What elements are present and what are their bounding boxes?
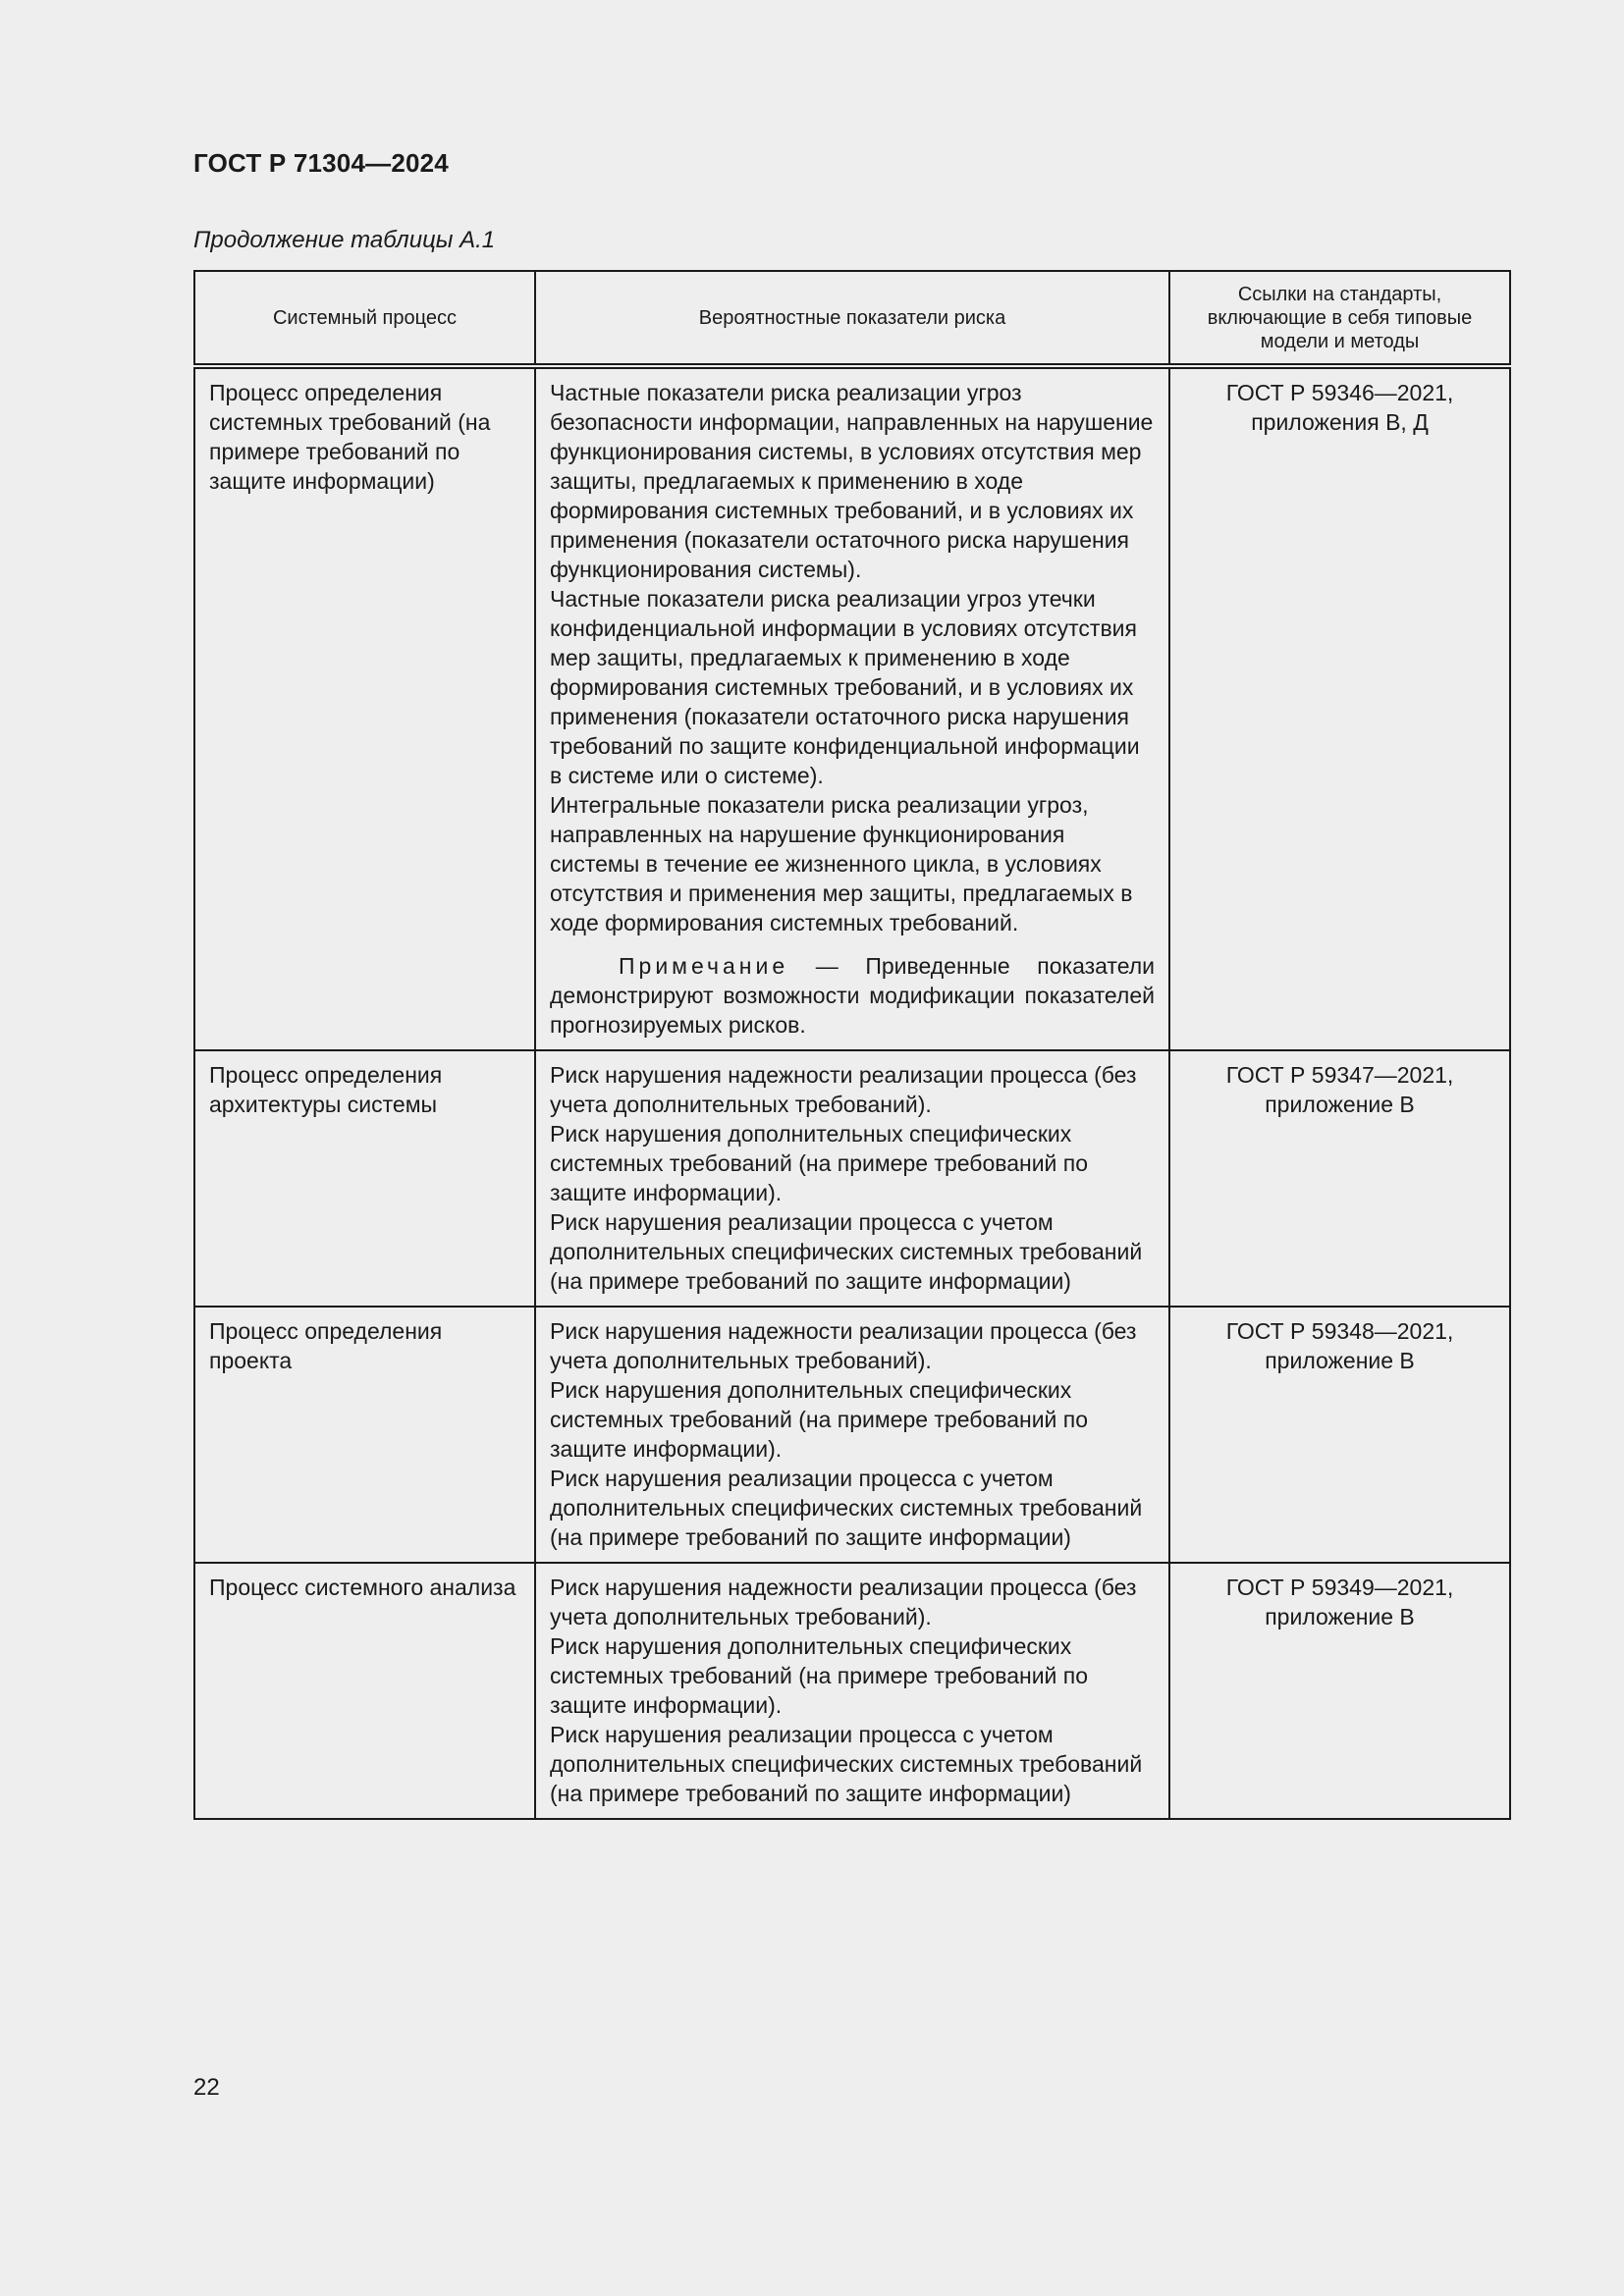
- reference-cell: ГОСТ Р 59349—2021, приложение В: [1169, 1563, 1510, 1819]
- indicator-text: Риск нарушения дополнительных специфических системных требований (на примере требований по защите информации).: [550, 1121, 1089, 1205]
- table-row: [194, 1050, 1510, 1307]
- process-cell: Процесс определения архитектуры системы: [194, 1050, 535, 1307]
- table-row: [194, 366, 1510, 1050]
- column-header-references: Ссылки на стандарты, включающие в себя типовые модели и методы: [1169, 271, 1510, 366]
- process-cell: Процесс системного анализа: [194, 1563, 535, 1819]
- process-cell: Процесс определения проекта: [194, 1307, 535, 1563]
- indicator-text: Риск нарушения надежности реализации процесса (без учета дополнительных требований).: [550, 1575, 1137, 1629]
- column-header-indicators: Вероятностные показатели риска: [535, 271, 1169, 366]
- indicators-cell: [535, 1050, 1169, 1307]
- note-text: — Приведенные показатели демонстрируют возможности модификации показателей прогнозируемых рисков.: [550, 953, 1156, 1038]
- page-number: 22: [193, 2074, 220, 2101]
- indicators-cell: [535, 1563, 1169, 1819]
- indicator-text: Риск нарушения надежности реализации процесса (без учета дополнительных требований).: [550, 1062, 1137, 1117]
- note-label: Примечание: [619, 953, 789, 979]
- indicator-text: Частные показатели риска реализации угроз утечки конфиденциальной информации в условиях отсутствия мер защиты, предлагаемых к применению в ходе формирования системных требований, и в условиях их применения (показатели остаточного риска нарушения требований по защите конфиденциальной информации в системе или о системе).: [550, 586, 1140, 788]
- document-header: ГОСТ Р 71304—2024: [193, 148, 449, 178]
- reference-cell: ГОСТ Р 59346—2021, приложения В, Д: [1169, 366, 1510, 1050]
- reference-cell: ГОСТ Р 59347—2021, приложение В: [1169, 1050, 1510, 1307]
- indicator-text: Риск нарушения надежности реализации процесса (без учета дополнительных требований).: [550, 1318, 1137, 1373]
- indicator-text: Риск нарушения дополнительных специфических системных требований (на примере требований по защите информации).: [550, 1377, 1089, 1462]
- indicator-text: Риск нарушения реализации процесса с учетом дополнительных специфических системных требований (на примере требований по защите информации): [550, 1209, 1143, 1294]
- indicator-text: Риск нарушения реализации процесса с учетом дополнительных специфических системных требований (на примере требований по защите информации): [550, 1466, 1143, 1550]
- table-row: [194, 1563, 1510, 1819]
- table-note: [550, 951, 1155, 1040]
- indicators-cell: [535, 366, 1169, 1050]
- indicators-cell: [535, 1307, 1169, 1563]
- indicator-text: Риск нарушения реализации процесса с учетом дополнительных специфических системных требований (на примере требований по защите информации): [550, 1722, 1143, 1806]
- process-cell: Процесс определения системных требований (на примере требований по защите информации): [194, 366, 535, 1050]
- risk-indicators-table: [193, 270, 1511, 1820]
- column-header-process: Системный процесс: [194, 271, 535, 366]
- table-header-row: [194, 271, 1510, 366]
- table-caption: Продолжение таблицы А.1: [193, 227, 496, 253]
- indicator-text: Частные показатели риска реализации угроз безопасности информации, направленных на нарушение функционирования системы, в условиях отсутствия мер защиты, предлагаемых к применению в ходе формирования системных требований, и в условиях их применения (показатели остаточного риска нарушения функционирования системы).: [550, 380, 1154, 582]
- reference-cell: ГОСТ Р 59348—2021, приложение В: [1169, 1307, 1510, 1563]
- indicator-text: Интегральные показатели риска реализации угроз, направленных на нарушение функционирования системы в течение ее жизненного цикла, в условиях отсутствия и применения мер защиты, предлагаемых в ходе формирования системных требований.: [550, 792, 1133, 935]
- table-row: [194, 1307, 1510, 1563]
- indicator-text: Риск нарушения дополнительных специфических системных требований (на примере требований по защите информации).: [550, 1633, 1089, 1718]
